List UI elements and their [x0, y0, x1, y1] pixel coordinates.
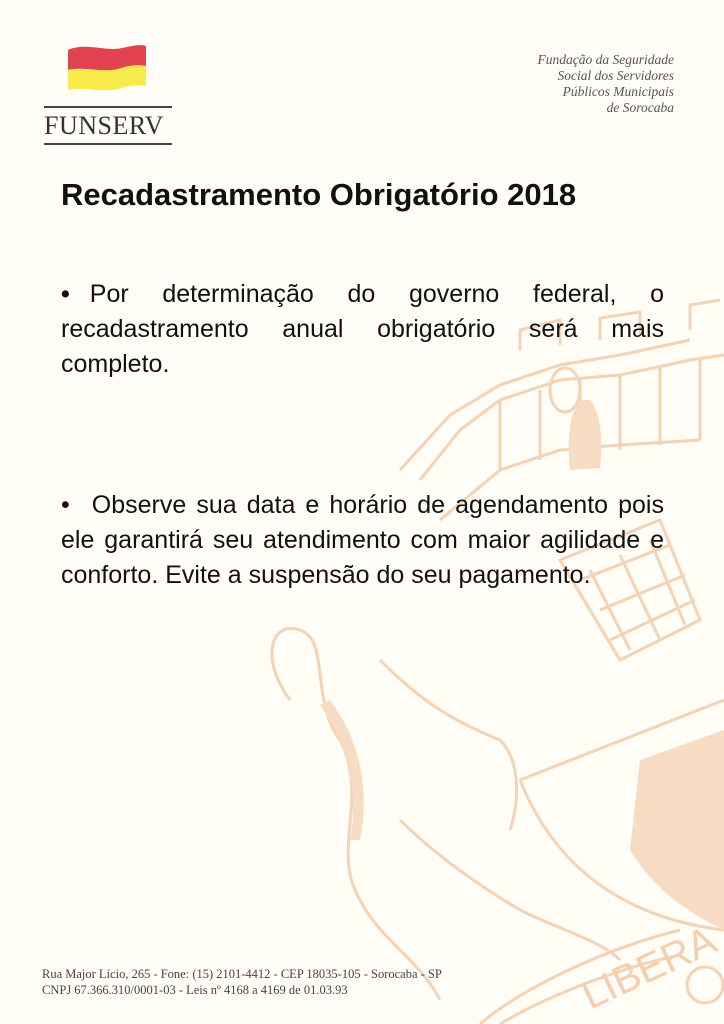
paragraph-text: Por determinação do governo federal, o recadastramento anual obrigatório será mais completo.	[61, 280, 664, 378]
page-title: Recadastramento Obrigatório 2018	[61, 177, 577, 212]
org-line: Públicos Municipais	[562, 84, 674, 99]
logo-rule-top	[44, 106, 172, 108]
logo-rule-bottom	[44, 143, 172, 145]
paragraph-text: Observe sua data e horário de agendamento pois ele garantirá seu atendimento com maior agilidade e conforto. Evite a suspensão do seu pagamento.	[61, 491, 664, 589]
logo-text: FUNSERV	[44, 111, 164, 140]
org-line: Fundação da Seguridade	[537, 52, 674, 67]
org-line: Social dos Servidores	[557, 68, 674, 83]
paragraph-2	[61, 488, 664, 593]
bullet-icon: •	[61, 280, 70, 308]
bullet-icon: •	[61, 491, 70, 519]
organization-name	[538, 52, 674, 116]
footer-line-cnpj: CNPJ 67.366.310/0001-03 - Leis nº 4168 a 4169 de 01.03.93	[42, 983, 348, 997]
watermark-motto: LIBERA	[575, 918, 723, 1019]
org-line: de Sorocaba	[606, 100, 674, 115]
footer-line-address: Rua Major Lício, 265 - Fone: (15) 2101-4412 - CEP 18035-105 - Sorocaba - SP	[42, 967, 442, 981]
flag-icon	[66, 42, 148, 92]
footer-address	[42, 966, 442, 998]
paragraph-1	[61, 277, 664, 382]
funserv-logo	[44, 42, 174, 145]
